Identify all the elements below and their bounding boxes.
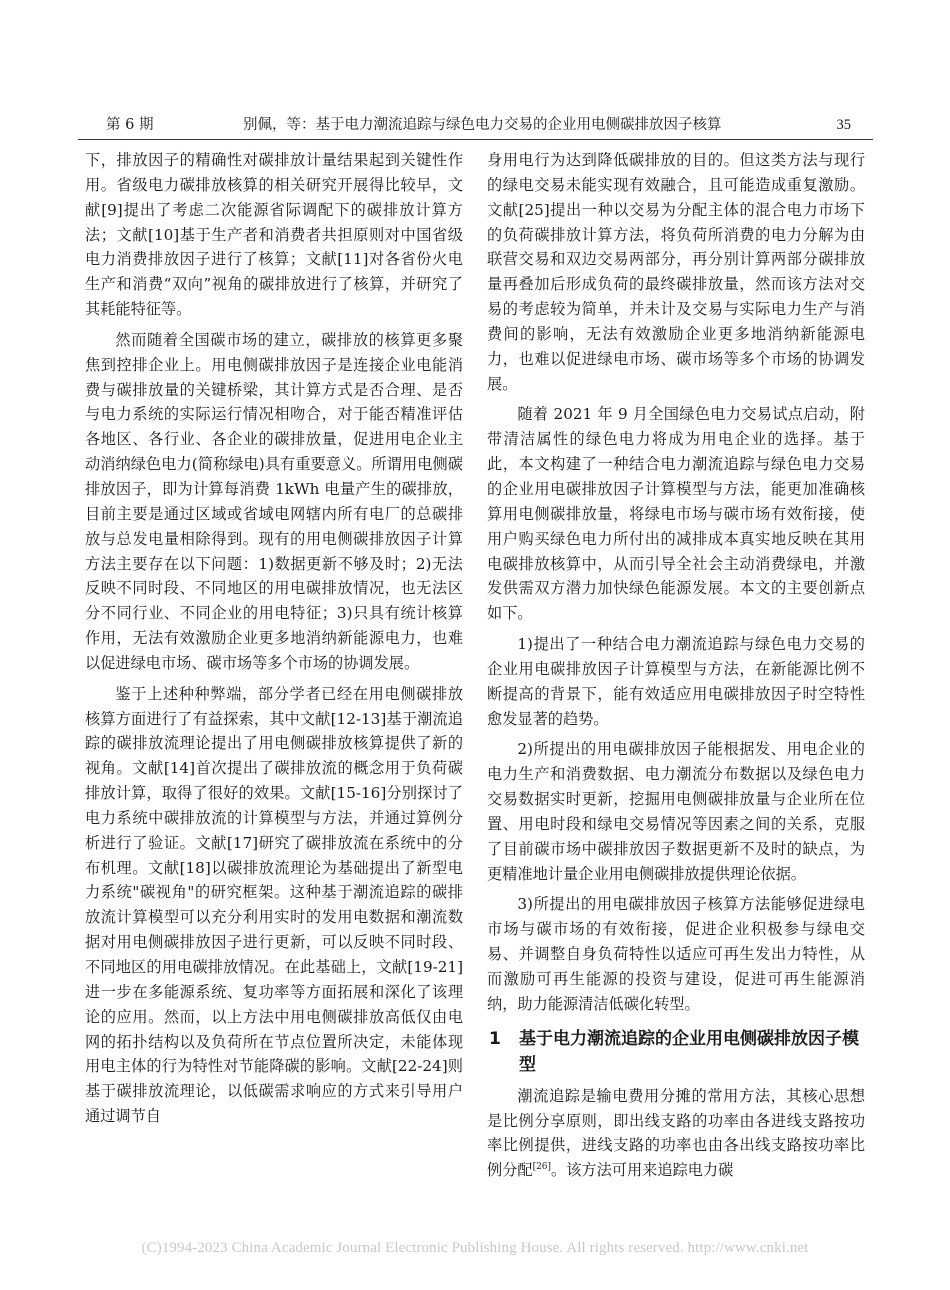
section-number: 1: [489, 1028, 501, 1049]
paragraph: 身用电行为达到降低碳排放的目的。但这类方法与现行的绿电交易未能实现有效融合，且可能造成重复激励。文献[25]提出一种以交易为分配主体的混合电力市场下的负荷碳排放计算方法，将负荷所消费的电力分解为由联营交易和双边交易两部分，再分别计算两部分碳排放量再叠加后形成负荷的最终碳排放量，然而该方法对交易的考虑较为简单，并未计及交易与实际电力生产与消费间的影响，无法有效激励企业更多地消纳新能源电力，也难以促进绿电市场、碳市场等多个市场的协调发展。: [487, 151, 865, 393]
issue-label: 第 6 期: [106, 117, 154, 133]
copyright-footer: (C)1994-2023 China Academic Journal Electronic Publishing House. All rights reserved. http://www.cnki.net: [141, 1240, 809, 1256]
header-rule: [78, 139, 873, 140]
paragraph: 随着 2021 年 9 月全国绿色电力交易试点启动，附带清洁属性的绿色电力将成为用电企业的选择。基于此，本文构建了一种结合电力潮流追踪与绿色电力交易的企业用电碳排放因子计算模型与方法，能更加准确核算用电侧碳排放量，将绿电市场与碳市场有效衔接，使用户购买绿色电力所付出的减排成本真实地反映在其用电碳排放核算中，从而引导全社会主动消费绿电，并激发供需双方潜力加快绿色能源发展。本文的主要创新点如下。: [487, 405, 865, 623]
section-title: 基于电力潮流追踪的企业用电侧碳排放因子模型: [519, 1028, 859, 1075]
paragraph: 鉴于上述种种弊端，部分学者已经在用电侧碳排放核算方面进行了有益探索，其中文献[12-13]基于潮流追踪的碳排放流理论提出了用电侧碳排放核算提供了新的视角。文献[14]首次提出了碳排放流的概念用于负荷碳排放计算，取得了很好的效果。文献[15-16]分别探讨了电力系统中碳排放流的计算模型与方法，并通过算例分析进行了验证。文献[17]研究了碳排放流在系统中的分布机理。文献[18]以碳排放流理论为基础提出了新型电力系统"碳视角"的研究框架。这种基于潮流追踪的碳排放流计算模型可以充分利用实时的发用电数据和潮流数据对用电侧碳排放因子进行更新，可以反映不同时段、不同地区的用电碳排放情况。在此基础上，文献[19-21]进一步在多能源系统、复功率等方面拓展和深化了该理论的应用。然而，以上方法中用电侧碳排放高低仅由电网的拓扑结构以及负荷所在节点位置所决定，未能体现用电主体的行为特性对节能降碳的影响。文献[22-24]则基于碳排放流理论，以低碳需求响应的方式来引导用户通过调节自: [85, 684, 463, 1126]
paragraph: 3)所提出的用电碳排放因子核算方法能够促进绿电市场与碳市场的有效衔接，促进企业积极参与绿电交易、并调整自身负荷特性以适应可再生发出力特性，从而激励可再生能源的投资与建设，促进可再生能源消纳，助力能源清洁低碳化转型。: [487, 895, 865, 1013]
paragraph-tail: 。该方法可用来追踪电力碳: [551, 1161, 734, 1180]
paragraph-text: 潮流追踪是输电费用分摊的常用方法，其核心思想是比例分享原则，即出线支路的功率由各进线支路按功率比例提供，进线支路的功率也由各出线支路按功率比例分配: [487, 1086, 865, 1180]
citation-ref: [26]: [532, 1162, 552, 1173]
paragraph: [487, 1084, 865, 1183]
left-column: [85, 148, 463, 1129]
right-column: [487, 148, 865, 1183]
paragraph: 2)所提出的用电碳排放因子能根据发、用电企业的电力生产和消费数据、电力潮流分布数据以及绿色电力交易数据实时更新，挖掘用电侧碳排放量与企业所在位置、用电时段和绿电交易情况等因素之间的关系，克服了目前碳市场中碳排放因子数据更新不及时的缺点，为更精准地计量企业用电侧碳排放提供理论依据。: [487, 740, 865, 883]
section-heading: [487, 1026, 865, 1078]
paragraph: 然而随着全国碳市场的建立，碳排放的核算更多聚焦到控排企业上。用电侧碳排放因子是连接企业电能消费与碳排放量的关键桥梁，其计算方式是否合理、是否与电力系统的实际运行情况相吻合，对于能否精准评估各地区、各行业、各企业的碳排放量，促进用电企业主动消纳绿色电力(简称绿电)具有重要意义。所谓用电侧碳排放因子，即为计算每消费 1kWh 电量产生的碳排放，目前主要是通过区域或省域电网辖内所有电厂的总碳排放与总发电量相除得到。现有的用电侧碳排放因子计算方法主要存在以下问题：1)数据更新不够及时；2)无法反映不同时段、不同地区的用电碳排放情况，也无法区分不同行业、不同企业的用电特征；3)只具有统计核算作用，无法有效激励企业更多地消纳新能源电力，也难以促进绿电市场、碳市场等多个市场的协调发展。: [85, 330, 463, 672]
running-title: 别佩，等：基于电力潮流追踪与绿色电力交易的企业用电侧碳排放因子核算: [243, 117, 722, 133]
running-header: [78, 112, 873, 138]
paragraph: 下，排放因子的精确性对碳排放计量结果起到关键性作用。省级电力碳排放核算的相关研究开展得比较早，文献[9]提出了考虑二次能源省际调配下的碳排放计算方法；文献[10]基于生产者和消费者共担原则对中国省级电力消费排放因子进行了核算；文献[11]对各省份火电生产和消费“双向”视角的碳排放进行了核算，并研究了其耗能特征等。: [85, 151, 463, 319]
paragraph: 1)提出了一种结合电力潮流追踪与绿色电力交易的企业用电碳排放因子计算模型与方法，在新能源比例不断提高的背景下，能有效适应用电碳排放因子时空特性愈发显著的趋势。: [487, 635, 865, 728]
page-number: 35: [836, 117, 851, 133]
